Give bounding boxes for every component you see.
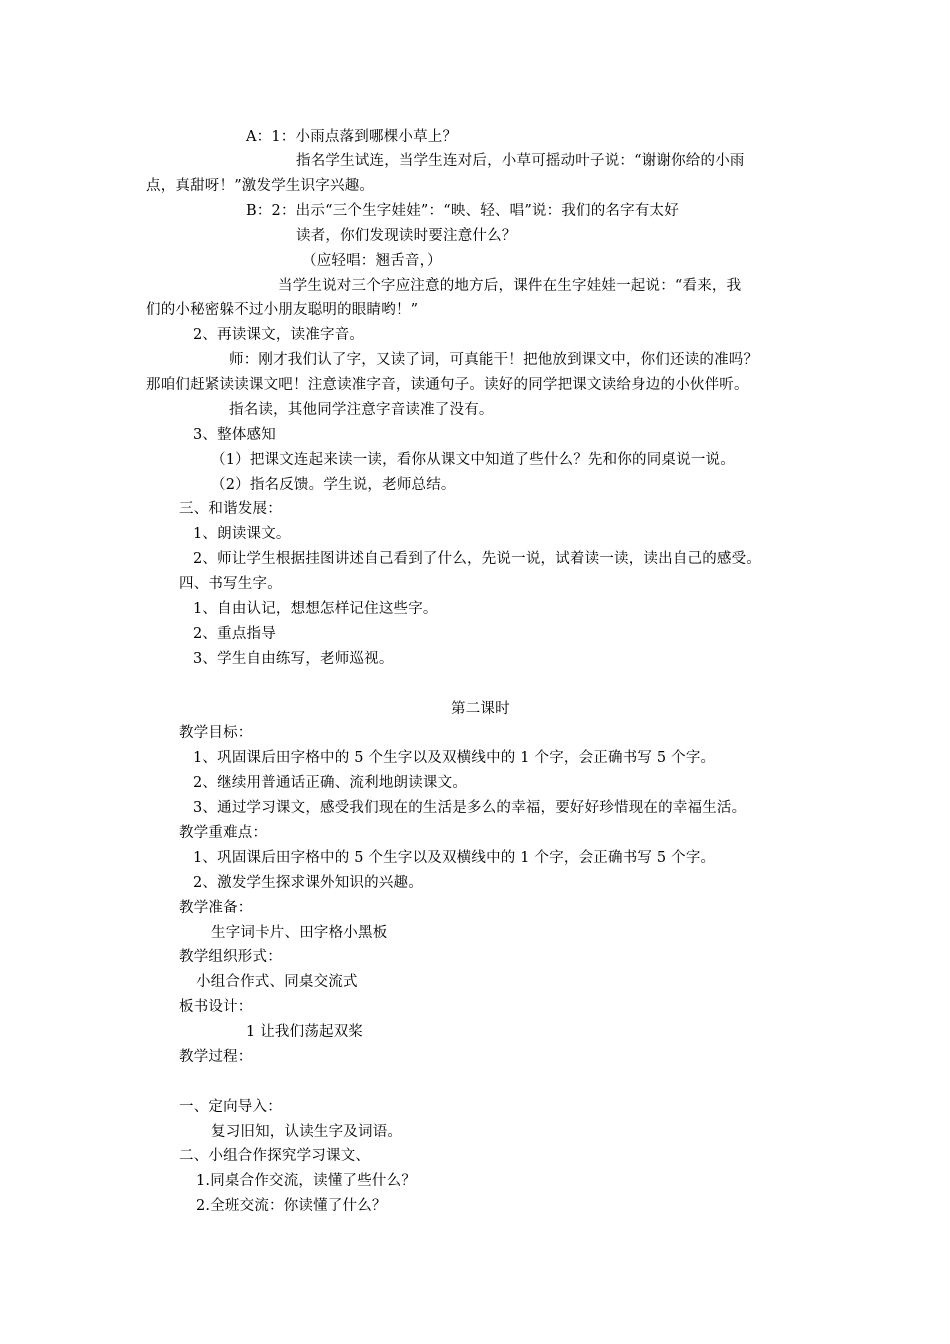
text-line: 当学生说对三个字应注意的地方后，课件在生字娃娃一起说：“看来，我	[278, 278, 742, 294]
text-line: 2.全班交流：你读懂了什么？	[196, 1198, 387, 1214]
text-line: 点，真甜呀！”激发学生识字兴趣。	[146, 178, 375, 194]
text-line: 2、重点指导	[193, 626, 276, 642]
text-line: 1、朗读课文。	[193, 526, 291, 542]
text-line: 3、通过学习课文，感受我们现在的生活是多么的幸福，要好好珍惜现在的幸福生活。	[193, 800, 747, 816]
text-line: 2、激发学生探求课外知识的兴趣。	[193, 875, 423, 891]
text-line: 1、自由认记，想想怎样记住这些字。	[193, 601, 438, 617]
text-line: 那咱们赶紧读读课文吧！注意读准字音，读通句子。读好的同学把课文读给身边的小伙伴听。	[146, 377, 749, 393]
text-line: 1、巩固课后田字格中的 5 个生字以及双横线中的 1 个字，会正确书写 5 个字。	[193, 850, 716, 866]
text-line: 教学重难点：	[179, 825, 268, 841]
text-line: （2）指名反馈。学生说，老师总结。	[211, 477, 456, 493]
text-line: 复习旧知，认读生字及词语。	[211, 1124, 403, 1140]
text-line: 板书设计：	[179, 999, 253, 1015]
text-line: （应轻唱：翘舌音，）	[302, 253, 442, 269]
text-line: 师：刚才我们认了字，又读了词，可真能干！把他放到课文中，你们还读的准吗？	[229, 352, 759, 368]
text-line: B：2：出示“三个生字娃娃”：“映、轻、唱”说：我们的名字有太好	[246, 203, 679, 219]
text-line: 小组合作式、同桌交流式	[196, 974, 358, 990]
text-line: 生字词卡片、田字格小黑板	[211, 925, 388, 941]
text-line: 2、师让学生根据挂图讲述自己看到了什么，先说一说，试着读一读，读出自己的感受。	[193, 551, 762, 567]
text-line: 1、巩固课后田字格中的 5 个生字以及双横线中的 1 个字，会正确书写 5 个字。	[193, 750, 716, 766]
text-line: 二、小组合作探究学习课文、	[179, 1148, 371, 1164]
text-line: 一、定向导入：	[179, 1099, 282, 1115]
text-line: 们的小秘密躲不过小朋友聪明的眼睛哟！”	[146, 302, 419, 318]
text-line: 1.同桌合作交流，读懂了些什么？	[196, 1173, 417, 1189]
text-line: 四、书写生字。	[179, 576, 282, 592]
text-line: 读者，你们发现读时要注意什么？	[296, 228, 517, 244]
text-line: 教学组织形式：	[179, 949, 282, 965]
text-line: 3、整体感知	[193, 427, 276, 443]
text-line: 教学过程：	[179, 1049, 253, 1065]
text-line: 指名读，其他同学注意字音读准了没有。	[229, 402, 494, 418]
text-line: 三、和谐发展：	[179, 501, 282, 517]
text-line: 教学准备：	[179, 900, 253, 916]
text-line: 3、学生自由练写，老师巡视。	[193, 651, 394, 667]
text-line: 1 让我们荡起双桨	[246, 1024, 364, 1040]
text-line: A：1：小雨点落到哪棵小草上？	[246, 129, 458, 145]
text-line: 教学目标：	[179, 725, 253, 741]
text-line: 2、继续用普通话正确、流利地朗读课文。	[193, 775, 468, 791]
section-title: 第二课时	[451, 701, 510, 717]
text-line: （1）把课文连起来读一读，看你从课文中知道了些什么？先和你的同桌说一说。	[211, 452, 735, 468]
text-line: 指名学生试连，当学生连对后，小草可摇动叶子说：“谢谢你给的小雨	[296, 153, 745, 169]
text-line: 2、再读课文，读准字音。	[193, 327, 365, 343]
